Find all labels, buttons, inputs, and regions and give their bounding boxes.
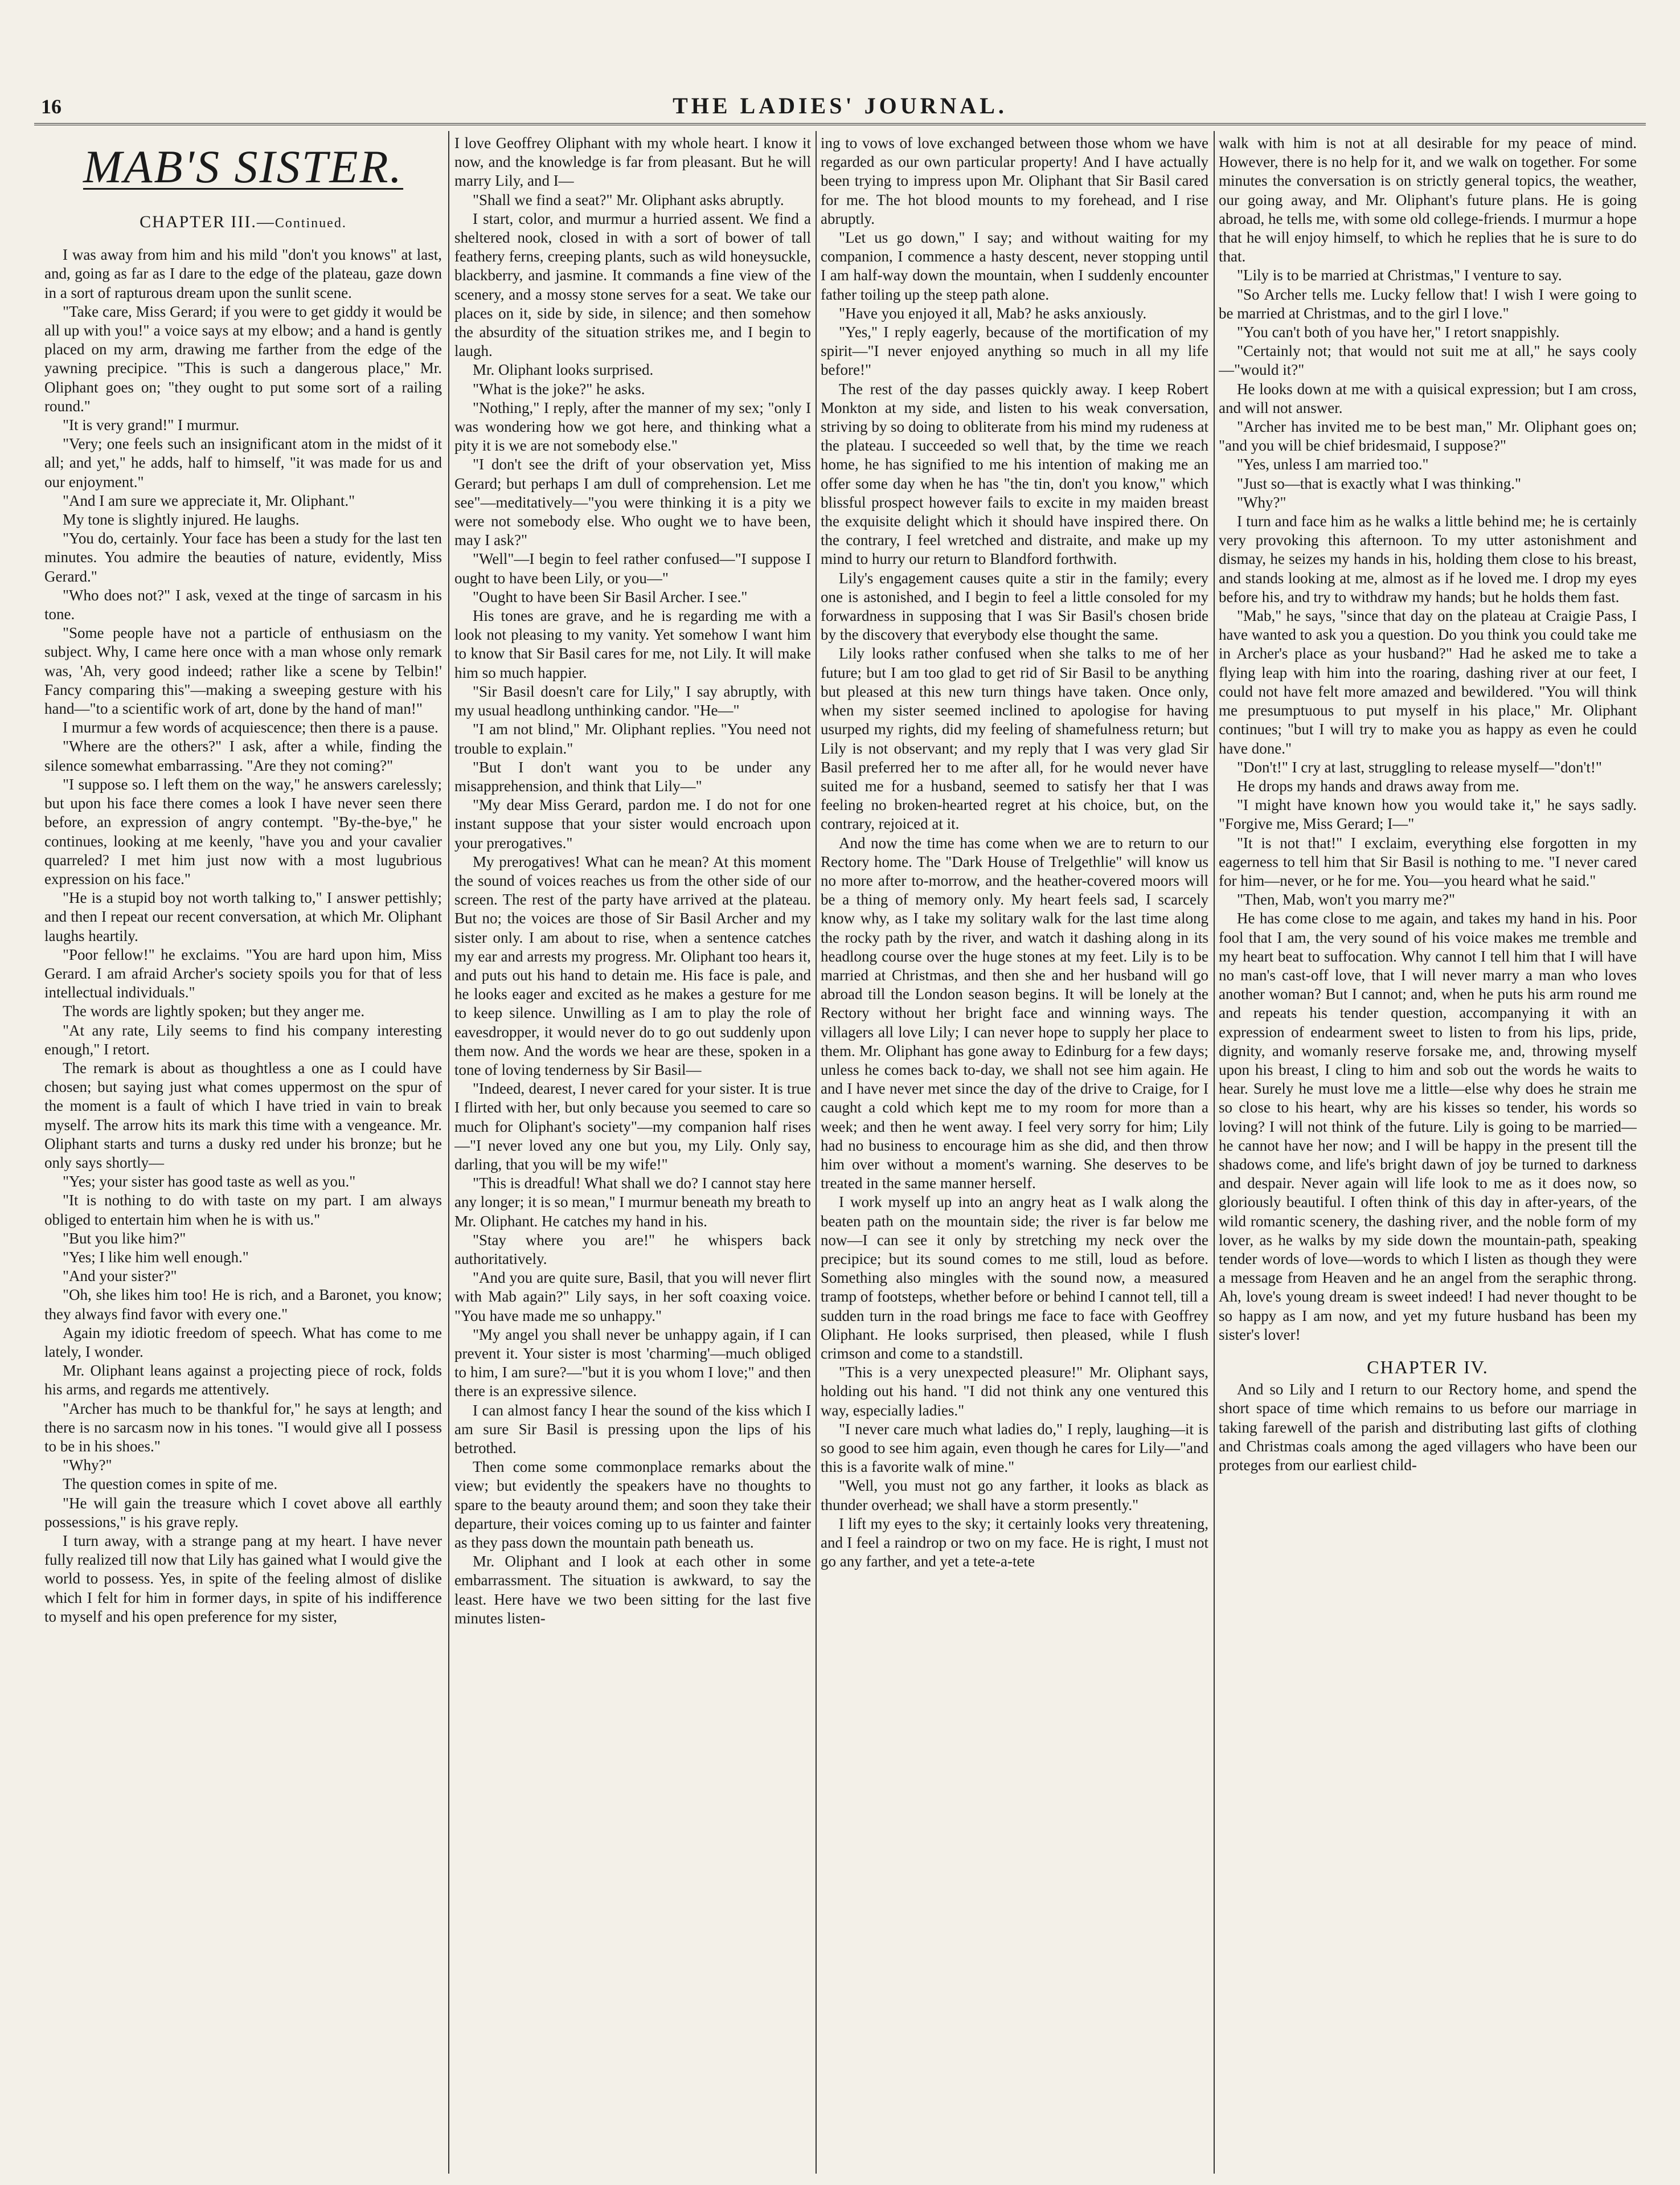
story-paragraph: "I don't see the drift of your observation yet, Miss Gerard; but perhaps I am dull of comprehension. Let me see"—meditatively—"you were thinking it is a pity we were not somebody else. Who ought we to have been, may I ask?": [454, 456, 811, 549]
story-paragraph: I love Geoffrey Oliphant with my whole heart. I know it now, and the knowledge is far from pleasant. But he will marry Lily, and I—: [454, 134, 811, 190]
story-paragraph: "My dear Miss Gerard, pardon me. I do not for one instant suppose that your sister would encroach upon your prerogatives.": [454, 796, 811, 852]
story-paragraph: "This is a very unexpected pleasure!" Mr. Oliphant says, holding out his hand. "I did not think any one ventured this way, especially ladies.": [821, 1364, 1208, 1419]
text-column-1: [44, 134, 442, 2174]
story-paragraph: "I am not blind," Mr. Oliphant replies. "You need not trouble to explain.": [454, 721, 811, 757]
story-paragraph: "He will gain the treasure which I covet above all earthly possessions," is his grave reply.: [44, 1494, 442, 1531]
story-paragraph: "Archer has much to be thankful for," he says at length; and there is no sarcasm now in his tones. "I would give all I possess to be in his shoes.": [44, 1400, 442, 1455]
story-paragraph: "I suppose so. I left them on the way," he answers carelessly; but upon his face there comes a look I have never seen there before, an expression of angry contempt. "By-the-bye," he continues, looking at me keenly, "have you and your cavalier quarreled? I met him just now with a most lugubrious expression on his face.": [44, 775, 442, 887]
story-paragraph: I lift my eyes to the sky; it certainly looks very threatening, and I feel a raindrop or two on my face. He is right, I must not go any farther, and yet a tete-a-tete: [821, 1515, 1208, 1570]
text-column-3: [821, 134, 1208, 2174]
story-paragraph: My tone is slightly injured. He laughs.: [63, 511, 300, 529]
story-paragraph: "Nothing," I reply, after the manner of my sex; "only I was wondering how we got here, and thinking what a pity it is we are not somebody else.": [454, 399, 811, 455]
story-paragraph: I turn and face him as he walks a little behind me; he is certainly very provoking this afternoon. To my utter astonishment and dismay, he seizes my hands in his, holding them close to his breast, and stands looking at me, almost as if he loved me. I drop my eyes before his, and try to withdraw my hands; but he holds them fast.: [1219, 513, 1637, 605]
story-paragraph: "Some people have not a particle of enthusiasm on the subject. Why, I came here once with a man whose only remark was, 'Ah, very good indeed; rather like a scene by Telbin!' Fancy comparing this"—making a sweeping gesture with his hand—"to a scientific work of art, done by the hand of man!": [44, 624, 442, 718]
story-paragraph: "And I am sure we appreciate it, Mr. Oliphant.": [63, 492, 355, 509]
column-paragraphs: [1219, 1380, 1637, 1475]
story-paragraph: I murmur a few words of acquiescence; then there is a pause.: [63, 719, 439, 736]
story-paragraph: "Yes; I like him well enough.": [63, 1248, 249, 1266]
column-divider: [1214, 131, 1215, 2174]
column-paragraphs: [454, 134, 811, 1628]
story-paragraph: "Let us go down," I say; and without waiting for my companion, I commence a hasty descent, never stopping until I am half-way down the mountain, when I suddenly encounter father toiling up the steep path alone.: [821, 229, 1208, 303]
story-paragraph: Lily's engagement causes quite a stir in the family; every one is astonished, and I begin to feel a little consoled for my forwardness in supposing that I was Sir Basil's chosen bride by the discovery that everybody else thought the same.: [821, 569, 1208, 644]
story-paragraph: "But I don't want you to be under any misapprehension, and think that Lily—": [454, 758, 811, 795]
story-paragraph: I work myself up into an angry heat as I walk along the beaten path on the mountain side; the river is far below me now—I can see it only by stretching my neck over the precipice; but its sound comes to me still, loud as before. Something also mingles with the sound now, a measured tramp of footsteps, whether before or behind I cannot tell, till a sudden turn in the road brings me face to face with Geoffrey Oliphant. He looks surprised, then pleased, while I flush crimson and come to a standstill.: [821, 1193, 1208, 1362]
story-paragraph: "Yes, unless I am married too.": [1237, 456, 1429, 473]
story-paragraph: "Well"—I begin to feel rather confused—"I suppose I ought to have been Lily, or you—": [454, 550, 811, 587]
story-paragraph: "Mab," he says, "since that day on the plateau at Craigie Pass, I have wanted to ask you a question. Do you think you could take me in Archer's place as your husband?" Had he asked me to take a flying leap with him into the roaring, dashing river at our feet, I could not have felt more amazed and bewildered. "You will think me presumptuous to put myself in his place," Mr. Oliphant continues; "but I will try to make you as happy as even he could have done.": [1219, 607, 1637, 757]
story-paragraph: The words are lightly spoken; but they anger me.: [63, 1003, 365, 1020]
story-paragraph: I was away from him and his mild "don't you knows" at last, and, going as far as I dare to the edge of the plateau, gaze down in a sort of rapturous dream upon the sunlit scene.: [44, 246, 442, 301]
story-paragraph: He drops my hands and draws away from me.: [1237, 777, 1519, 795]
story-paragraph: The rest of the day passes quickly away. I keep Robert Monkton at my side, and listen to his weak conversation, striving by so doing to obliterate from his mind my rudeness at the plateau. I succeeded so well that, by the time we reach home, he has signified to me his intention of making me an offer some day when he has "the tin, don't you know," which blissful prospect however fails to excite in my maiden breast the exquisite delight which it should have inspired there. On the contrary, I feel wretched and distraite, and make up my mind to hurry our return to Blandford forthwith.: [821, 380, 1208, 568]
story-paragraph: "So Archer tells me. Lucky fellow that! I wish I were going to be married at Christmas, and to the girl I love.": [1219, 285, 1637, 322]
story-paragraph: "At any rate, Lily seems to find his company interesting enough," I retort.: [44, 1021, 442, 1058]
story-paragraph: And now the time has come when we are to return to our Rectory home. The "Dark House of Trelgethlie" will know us no more after to-morrow, and the heather-covered moors will be a thing of memory only. My heart feels sad, I scarcely know why, as I take my solitary walk for the last time along the rocky path by the river, and watch it dashing along in its headlong course over the huge stones at my feet. Lily is to be married at Christmas, and then she and her husband will go abroad till the London season begins. It will be lonely at the Rectory without her bright face and winning ways. The villagers all love Lily; I can never hope to supply her place to them. Mr. Oliphant has gone away to Edinburg for a few days; unless he comes back to-day, we shall not see him again. He and I have never met since the day of the drive to Craige, for I caught a cold which kept me to my room for more than a week; and then he went away. I feel very sorry for him; Lily had no business to encourage him as she did, and then throw him over without a moment's warning. She deserves to be treated in the same manner herself.: [821, 834, 1208, 1192]
story-paragraph: He looks down at me with a quisical expression; but I am cross, and will not answer.: [1219, 380, 1637, 416]
story-paragraph: Then come some commonplace remarks about the view; but evidently the speakers have no thoughts to spare to the beauty around them; and soon they take their departure, their voices coming up to us fainter and fainter as they pass down the mountain path beneath us.: [454, 1458, 811, 1552]
story-paragraph: The remark is about as thoughtless a one as I could have chosen; but saying just what comes uppermost on the spur of the moment is a fault of which I have tried in vain to break myself. The arrow hits its mark this time with a vengeance. Mr. Oliphant starts and turns a dusky red under his bronze; but he only says shortly—: [44, 1059, 442, 1171]
story-paragraph: His tones are grave, and he is regarding me with a look not pleasing to my vanity. Yet somehow I want him to know that Sir Basil cares for me, not Lily. It will make him so much happier.: [454, 607, 811, 681]
story-paragraph: "It is nothing to do with taste on my part. I am always obliged to entertain him when he is with us.": [44, 1192, 442, 1228]
story-paragraph: "My angel you shall never be unhappy again, if I can prevent it. Your sister is most 'charming'—much obliged to him, I am sure?—"but it is you whom I love;" and then there is an expressive silence.: [454, 1325, 811, 1400]
story-paragraph: "Poor fellow!" he exclaims. "You are hard upon him, Miss Gerard. I am afraid Archer's society spoils you for that of less intellectual individuals.": [44, 946, 442, 1001]
story-paragraph: "Why?": [1237, 493, 1286, 511]
story-paragraph: I turn away, with a strange pang at my heart. I have never fully realized till now that Lily has gained what I would give the world to possess. Yes, in spite of the feeling almost of dislike which I felt for him in former days, in spite of his indifference to myself and his open preference for my sister,: [44, 1532, 442, 1625]
story-paragraph: "What is the joke?" he asks.: [473, 380, 645, 398]
column-divider: [448, 131, 449, 2174]
story-paragraph: "This is dreadful! What shall we do? I cannot stay here any longer; it is so mean," I murmur beneath my breath to Mr. Oliphant. He catches my hand in his.: [454, 1175, 811, 1230]
text-column-4: [1219, 134, 1637, 2174]
story-paragraph: "Then, Mab, won't you marry me?": [1237, 891, 1456, 909]
story-paragraph: "He is a stupid boy not worth talking to," I answer pettishly; and then I repeat our recent conversation, at which Mr. Oliphant laughs heartily.: [44, 889, 442, 944]
text-column-2: [454, 134, 811, 2174]
story-paragraph: And so Lily and I return to our Rectory home, and spend the short space of time which remains to us before our marriage in taking farewell of the parish and distributing last gifts of clothing and Christmas coals among the aged villagers who have been our proteges from our earliest child-: [1219, 1381, 1637, 1474]
story-paragraph: "I might have known how you would take it," he says sadly. "Forgive me, Miss Gerard; I—": [1219, 796, 1637, 833]
column-paragraphs: [1219, 134, 1637, 1344]
story-title: MAB'S SISTER.: [83, 141, 404, 193]
page-number: 16: [41, 95, 62, 118]
story-paragraph: He has come close to me again, and takes my hand in his. Poor fool that I am, the very sound of his voice makes me tremble and my heart beat to suffocation. Why cannot I tell him that I will have no man's cast-off love, that I will never marry a man who loves another woman? But I cannot; and, when he puts his arm round me and repeats his tender question, accompanying it with an expression of endearment sweet to listen to from his lips, pride, dignity, and womanly reserve forsake me, and, throwing myself upon his breast, I cling to him and sob out the words he waits to hear. Surely he must love me a little—else why does he strain me so close to his heart, why are his kisses so tender, his words so loving? I will not think of the future. Lily is going to be married—he cannot have her now; and I will be happy in the present till the shadows come, and life's bright dawn of joy be turned to darkness and despair. Never again will life look to me as it does now, so gloriously beautiful. I often think of this day in after-years, of the wild romantic scenery, the dashing river, and the noble form of my lover, as he walks by my side down the mountain-path, speaking tender words of love—words to which I listen as though they were a message from Heaven and he an angel from the seraphic throng. Ah, love's young dream is sweet indeed! I had never thought to be so happy as I am now, and yet my future husband has been my sister's lover!: [1219, 910, 1637, 1343]
story-paragraph: "I never care much what ladies do," I reply, laughing—it is so good to see him again, even though he cares for Lily—"and this is a favorite walk of mine.": [821, 1420, 1208, 1476]
story-paragraph: "Oh, she likes him too! He is rich, and a Baronet, you know; they always find favor with every one.": [44, 1286, 442, 1323]
story-paragraph: "Where are the others?" I ask, after a while, finding the silence somewhat embarrassing. "Are they not coming?": [44, 738, 442, 774]
story-paragraph: The question comes in spite of me.: [63, 1475, 278, 1493]
story-paragraph: "Who does not?" I ask, vexed at the tinge of sarcasm in his tone.: [44, 586, 442, 623]
story-paragraph: "Stay where you are!" he whispers back authoritatively.: [454, 1231, 811, 1267]
story-paragraph: ing to vows of love exchanged between those whom we have regarded as our own particular property! And I have actually been trying to impress upon Mr. Oliphant that Sir Basil cared for me. The hot blood mounts to my forehead, and I rise abruptly.: [821, 134, 1208, 227]
story-paragraph: "You do, certainly. Your face has been a study for the last ten minutes. You admire the beauties of nature, evidently, Miss Gerard.": [44, 530, 442, 585]
story-paragraph: "And your sister?": [63, 1267, 177, 1285]
story-paragraph: "Archer has invited me to be best man," Mr. Oliphant goes on; "and you will be chief bridesmaid, I suppose?": [1219, 418, 1637, 455]
column-divider: [816, 131, 817, 2174]
chapter-heading: [44, 212, 442, 233]
story-paragraph: "It is very grand!" I murmur.: [63, 416, 239, 434]
story-paragraph: "Lily is to be married at Christmas," I venture to say.: [1237, 267, 1562, 284]
story-paragraph: Again my idiotic freedom of speech. What has come to me lately, I wonder.: [44, 1324, 442, 1360]
page-header: [34, 85, 1646, 125]
story-paragraph: "But you like him?": [63, 1229, 186, 1247]
story-paragraph: "Certainly not; that would not suit me at all," he says cooly—"would it?": [1219, 342, 1637, 379]
story-paragraph: "Indeed, dearest, I never cared for your sister. It is true I flirted with her, but only because you seemed to care so much for Oliphant's society"—my companion half rises—"I never loved any one but you, my Lily. Only say, darling, that you will be my wife!": [454, 1080, 811, 1173]
story-paragraph: "Shall we find a seat?" Mr. Oliphant asks abruptly.: [473, 191, 784, 208]
chapter-heading-suffix: Continued.: [274, 216, 347, 231]
story-paragraph: "Ought to have been Sir Basil Archer. I see.": [473, 588, 748, 605]
story-paragraph: "Well, you must not go any farther, it looks as black as thunder overhead; we shall have a storm presently.": [821, 1477, 1208, 1513]
story-paragraph: "Why?": [63, 1456, 112, 1474]
story-paragraph: "Have you enjoyed it all, Mab? he asks anxiously.: [839, 304, 1147, 322]
story-paragraph: Mr. Oliphant leans against a projecting piece of rock, folds his arms, and regards me attentively.: [44, 1362, 442, 1398]
story-paragraph: "Yes; your sister has good taste as well as you.": [63, 1173, 356, 1190]
story-paragraph: Lily looks rather confused when she talks to me of her future; but I am too glad to get rid of Sir Basil to be anything but pleased at this new turn things have taken. Once only, when my sister seemed inclined to apologise for having usurped my rights, did my feeling of shamefulness return; but Lily is not observant; and my reply that I was very glad Sir Basil preferred her to me after all, for he would never have suited me for a husband, seemed to satisfy her that I was feeling no broken-hearted regret at his choice, but, on the contrary, rejoiced at it.: [821, 645, 1208, 833]
chapter-heading-number: CHAPTER III.—: [140, 212, 275, 231]
story-paragraph: "Don't!" I cry at last, struggling to release myself—"don't!": [1237, 758, 1602, 776]
chapter-heading: CHAPTER IV.: [1367, 1357, 1489, 1377]
header-rule: [34, 123, 1646, 125]
story-paragraph: Mr. Oliphant looks surprised.: [473, 361, 654, 379]
story-paragraph: Mr. Oliphant and I look at each other in some embarrassment. The situation is awkward, to say the least. Here have we two been sitting for the last five minutes listen-: [454, 1553, 811, 1627]
story-paragraph: "Sir Basil doesn't care for Lily," I say abruptly, with my usual headlong unthinking candor. "He—": [454, 682, 811, 719]
column-paragraphs: [821, 134, 1208, 1571]
story-paragraph: My prerogatives! What can he mean? At this moment the sound of voices reaches us from the other side of our screen. The rest of the party have arrived at the plateau. But no; the voices are those of Sir Basil Archer and my sister only. I am about to rise, when a sentence catches my ear and arrests my progress. Mr. Oliphant too hears it, and puts out his hand to detain me. His face is pale, and he looks eager and excited as he makes a gesture for me to keep silence. Unwilling as I am to play the role of eavesdropper, it would never do to go out suddenly upon them now. And the words we hear are these, spoken in a tone of loving tenderness by Sir Basil—: [454, 853, 811, 1078]
story-paragraph: "Very; one feels such an insignificant atom in the midst of it all; and yet," he adds, half to himself, "it was made for us and our enjoyment.": [44, 435, 442, 490]
story-paragraph: "You can't both of you have her," I retort snappishly.: [1237, 324, 1560, 341]
story-paragraph: "Take care, Miss Gerard; if you were to get giddy it would be all up with you!" a voice says at my elbow; and a hand is gently placed on my arm, drawing me farther from the edge of the yawning precipice. "This is such a dangerous place," Mr. Oliphant goes on; "they ought to put some sort of a railing round.": [44, 302, 442, 415]
story-paragraph: "Just so—that is exactly what I was thinking.": [1237, 474, 1521, 492]
column-paragraphs: [44, 245, 442, 1626]
story-paragraph: I can almost fancy I hear the sound of the kiss which I am sure Sir Basil is pressing upon the lips of his betrothed.: [454, 1401, 811, 1457]
story-paragraph: "Yes," I reply eagerly, because of the mortification of my spirit—"I never enjoyed anything so much in all my life before!": [821, 324, 1208, 379]
story-paragraph: I start, color, and murmur a hurried assent. We find a sheltered nook, closed in with a sort of bower of tall feathery ferns, creeping plants, such as wild honeysuckle, blackberry, and jasmine. It commands a fine view of the scenery, and a mossy stone serves for a seat. We take our places on it, side by side, in silence; and then somehow the absurdity of the situation strikes me, and I begin to laugh.: [454, 210, 811, 360]
story-paragraph: "And you are quite sure, Basil, that you will never flirt with Mab again?" Lily says, in her soft coaxing voice. "You have made me so unhappy.": [454, 1269, 811, 1324]
story-paragraph: walk with him is not at all desirable for my peace of mind. However, there is no help for it, and we walk on together. For some minutes the conversation is on strictly general topics, the weather, our going away, and Mr. Oliphant's future plans. He is going abroad, he tells me, with some old college-friends. I murmur a hope that he will enjoy himself, to which he replies that he is sure to do that.: [1219, 134, 1637, 265]
story-paragraph: "It is not that!" I exclaim, everything else forgotten in my eagerness to tell him that Sir Basil is nothing to me. "I never cared for him—never, or he for me. You—you heard what he said.": [1219, 834, 1637, 889]
journal-title: THE LADIES' JOURNAL.: [673, 93, 1007, 118]
